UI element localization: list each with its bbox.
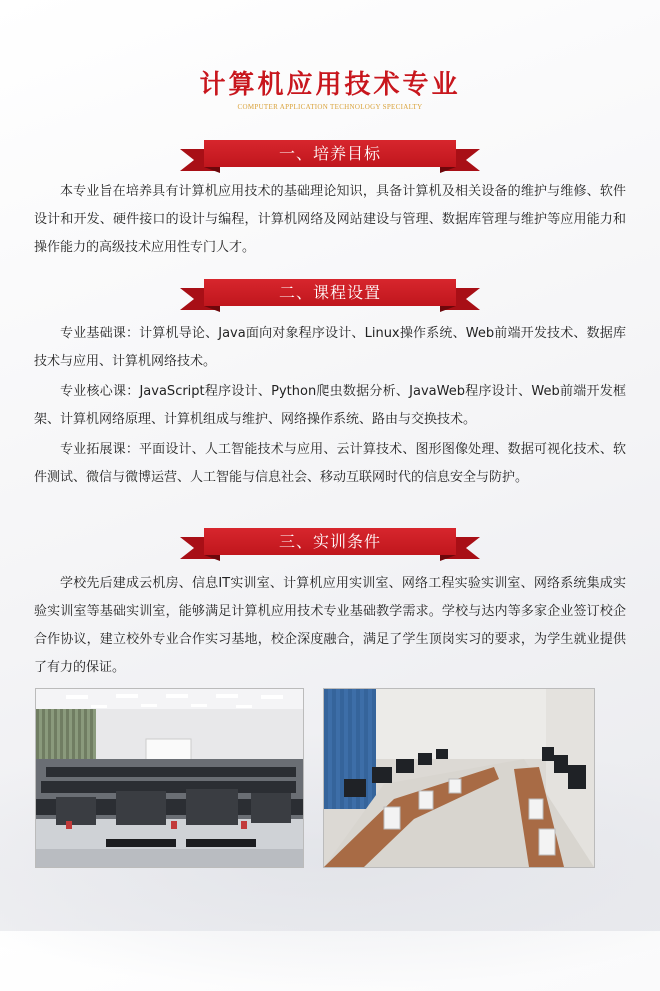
paragraph-core-courses: 专业核心课：JavaScript程序设计、Python爬虫数据分析、JavaWeb程序设计、Web前端开发框架、计算机网络原理、计算机组成与维护、网络操作系统、路由与交换技术。 [34, 384, 626, 427]
section-heading: 二、课程设置 [204, 279, 456, 306]
page-title: 计算机应用技术专业 [199, 70, 461, 100]
section-heading: 一、培养目标 [204, 140, 456, 167]
section-banner-training-facilities [180, 528, 480, 562]
section-heading: 三、实训条件 [204, 528, 456, 555]
paragraph-extension-courses: 专业拓展课：平面设计、人工智能技术与应用、云计算技术、图形图像处理、数据可视化技术、软件测试、微信与微博运营、人工智能与信息社会、移动互联网时代的信息安全与防护。 [34, 442, 626, 485]
photo-computer-lab-rows [35, 688, 304, 868]
photo-computer-lab-side-view [323, 688, 595, 868]
paragraph-basic-courses: 专业基础课：计算机导论、Java面向对象程序设计、Linux操作系统、Web前端开发技术、数据库技术与应用、计算机网络技术。 [34, 326, 626, 369]
section-banner-curriculum [180, 279, 480, 313]
section-banner-training-goals [180, 140, 480, 174]
paragraph-training-facilities: 学校先后建成云机房、信息IT实训室、计算机应用实训室、网络工程实验实训室、网络系统集成实验实训室等基础实训室，能够满足计算机应用技术专业基础教学需求。学校与达内等多家企业签订校企合作协议，建立校外专业合作实习基地，校企深度融合，满足了学生顶岗实习的要求，为学生就业提供了有力的保证。 [34, 576, 626, 675]
paragraph-training-goals: 本专业旨在培养具有计算机应用技术的基础理论知识，具备计算机及相关设备的维护与维修、软件设计和开发、硬件接口的设计与编程，计算机网络及网站建设与管理、数据库管理与维护等应用能力和操作能力的高级技术应用性专门人才。 [34, 184, 626, 255]
page-subtitle: COMPUTER APPLICATION TECHNOLOGY SPECIALTY [237, 103, 423, 111]
